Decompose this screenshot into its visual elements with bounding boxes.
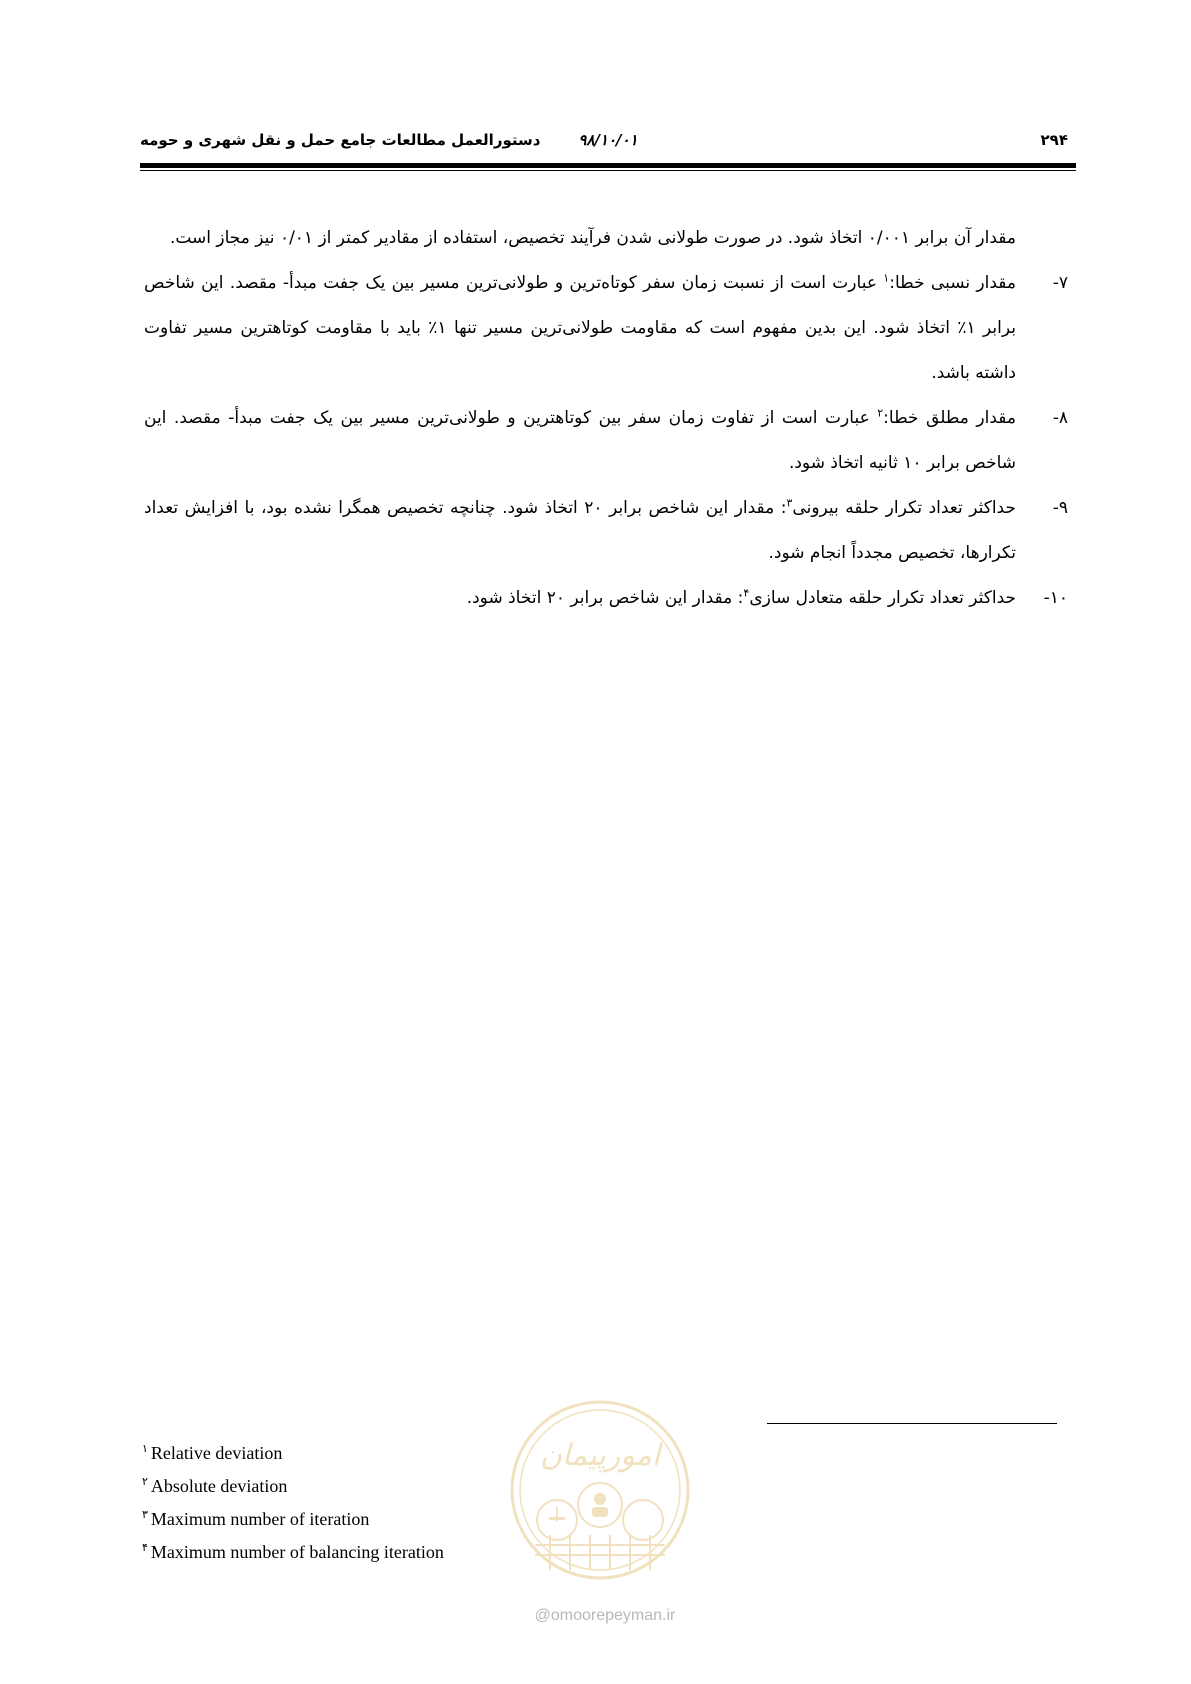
body-text <box>144 216 1068 621</box>
list-item <box>144 576 1068 621</box>
footnote-ref: ۳ <box>786 496 793 510</box>
document-title: دستورالعمل مطالعات جامع حمل و نقل شهری و حومه <box>140 131 541 149</box>
footnote-text: Relative deviation <box>150 1443 283 1463</box>
footnote-ref: ۱ <box>883 271 890 285</box>
footnote-mark: ۲ <box>142 1476 148 1488</box>
footnote-mark: ۴ <box>142 1542 148 1554</box>
footnote-item <box>142 1503 542 1536</box>
footnote-mark: ۱ <box>142 1443 148 1455</box>
item-text: : مقدار این شاخص برابر ۲۰ اتخاذ شود. چنانچه تخصیص همگرا نشده بود، با افزایش تعداد تکرارها، تخصیص مجدداً انجام شود. <box>144 498 1016 563</box>
item-number: ۹- <box>1052 498 1068 518</box>
item-label: حداکثر تعداد تکرار حلقه بیرونی <box>792 498 1016 518</box>
watermark-logo-text: امورپیمان <box>539 1438 661 1473</box>
footnote-item <box>142 1437 542 1470</box>
intro-paragraph: مقدار آن برابر ۰/۰۰۱ اتخاذ شود. در صورت طولانی شدن فرآیند تخصیص، استفاده از مقادیر کمتر از ۰/۰۱ نیز مجاز است. <box>169 228 1016 248</box>
list-item <box>144 486 1068 576</box>
footnote-item <box>142 1536 542 1569</box>
item-label: مقدار نسبی خطا: <box>889 273 1016 293</box>
item-text: : مقدار این شاخص برابر ۲۰ اتخاذ شود. <box>466 588 744 608</box>
header-rule-thin <box>140 170 1076 171</box>
watermark-copyright-icon: @ <box>534 1607 551 1624</box>
list-item <box>144 261 1068 396</box>
header-rule-thick <box>140 163 1076 168</box>
item-number: ۷- <box>1052 273 1068 293</box>
footnote-text: Maximum number of balancing iteration <box>150 1542 444 1562</box>
item-text: عبارت است از تفاوت زمان سفر بین کوتاهترین و طولانی‌ترین مسیر بین یک جفت مبدأ- مقصد. این شاخص برابر ۱۰ ثانیه اتخاذ شود. <box>144 408 1016 473</box>
footnote-ref: ۲ <box>877 406 884 420</box>
item-number: ۱۰- <box>1043 588 1068 608</box>
footnotes <box>142 1437 542 1569</box>
footnote-text: Absolute deviation <box>150 1476 288 1496</box>
item-text: عبارت است از نسبت زمان سفر کوتاه‌ترین و طولانی‌ترین مسیر بین یک جفت مبدأ- مقصد. این شاخص برابر ۱٪ اتخاذ شود. این بدین مفهوم است که مقاومت طولانی‌ترین مسیر تنها ۱٪ باید با مقاومت کوتاهترین مسیر تفاوت داشته باشد. <box>144 273 1016 383</box>
page-header <box>140 131 1076 153</box>
watermark-site: @omoorepeyman.ir <box>534 1607 676 1624</box>
item-number: ۸- <box>1052 408 1068 428</box>
footnote-separator <box>767 1423 1057 1424</box>
page-number: ۲۹۴ <box>1040 131 1068 149</box>
list-item <box>144 396 1068 486</box>
footnote-text: Maximum number of iteration <box>150 1509 370 1529</box>
footnote-ref: ۴ <box>743 586 750 600</box>
footnote-mark: ۳ <box>142 1509 148 1521</box>
footnote-item <box>142 1470 542 1503</box>
header-date: ۹۸/۱۰/۰۱ <box>578 131 638 149</box>
item-label: مقدار مطلق خطا: <box>883 408 1016 428</box>
item-label: حداکثر تعداد تکرار حلقه متعادل سازی <box>749 588 1016 608</box>
